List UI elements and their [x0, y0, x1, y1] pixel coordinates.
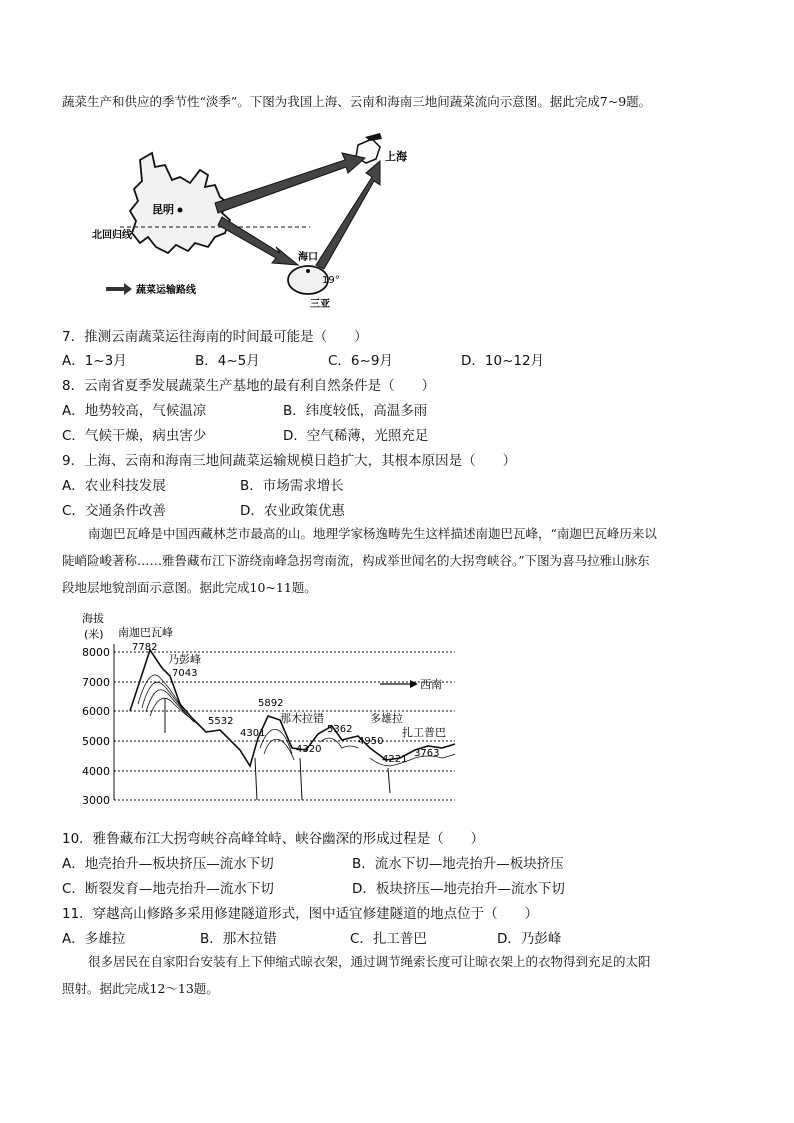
elev-5362: 5362 — [327, 724, 353, 735]
shanghai-label: 上海 — [385, 150, 407, 163]
arrow-hainan-shanghai — [316, 161, 380, 269]
q7-option-a[interactable]: A．1~3月 — [62, 353, 127, 369]
elev-4320: 4320 — [296, 744, 322, 755]
vegetable-flow-map — [80, 125, 440, 310]
tick-3000: 3000 — [82, 794, 110, 807]
label-naipeng: 乃彭峰 — [168, 653, 201, 666]
q10-option-b[interactable]: B．流水下切—地壳抬升—板块挤压 — [352, 856, 564, 872]
arrow-yunnan-shanghai — [215, 153, 365, 213]
q9-option-d[interactable]: D．农业政策优惠 — [240, 503, 345, 519]
q10-option-d[interactable]: D．板块挤压—地壳抬升—流水下切 — [352, 881, 565, 897]
tick-4000: 4000 — [82, 765, 110, 778]
haikou-label: 海口 — [298, 252, 318, 263]
passage3-line-2: 照射。据此完成12～13题。 — [62, 981, 219, 996]
passage-line-2: 陡峭险峻著称……雅鲁藏布江下游绕南峰急拐弯南流，构成举世闻名的大拐弯峡谷。”下图为喜马拉雅山脉东 — [62, 553, 650, 568]
elev-5532: 5532 — [208, 716, 234, 727]
kunming-label: 昆明 — [152, 203, 174, 216]
q9-option-a[interactable]: A．农业科技发展 — [62, 478, 166, 494]
label-duoxiongla: 多雄拉 — [370, 712, 403, 725]
direction-label: 西南 — [420, 678, 442, 691]
elev-4301: 4301 — [240, 728, 266, 739]
ylabel-2: (米) — [84, 628, 104, 641]
q11-option-d[interactable]: D．乃彭峰 — [497, 931, 562, 947]
legend-label: 蔬菜运输路线 — [136, 285, 196, 296]
passage-clothes-rack — [62, 948, 742, 1002]
tropic-label: 北回归线 — [92, 230, 132, 241]
elev-4950: 4950 — [358, 736, 384, 747]
q8-option-c[interactable]: C．气候干燥，病虫害少 — [62, 428, 207, 444]
q9-option-c[interactable]: C．交通条件改善 — [62, 503, 166, 519]
q8-stem: 8．云南省夏季发展蔬菜生产基地的最有利自然条件是（ ） — [62, 378, 436, 394]
q9-option-b[interactable]: B．市场需求增长 — [240, 478, 344, 494]
elev-4221: 4221 — [382, 754, 408, 765]
tick-7000: 7000 — [82, 676, 110, 689]
fault-lines — [165, 698, 390, 800]
q7-option-d[interactable]: D．10~12月 — [461, 353, 545, 369]
sanya-label: 三亚 — [310, 299, 330, 310]
tick-5000: 5000 — [82, 735, 110, 748]
elev-3763: 3763 — [414, 748, 440, 759]
label-zhagong: 扎工普巴 — [402, 726, 446, 739]
elev-7043: 7043 — [172, 668, 198, 679]
q11-option-c[interactable]: C．扎工普巴 — [350, 931, 427, 947]
passage3-line-1: 很多居民在自家阳台安装有上下伸缩式晾衣架，通过调节绳索长度可让晾衣架上的衣物得到充足的太阳 — [88, 954, 651, 969]
geologic-profile — [70, 608, 470, 813]
q9-stem: 9．上海、云南和海南三地间蔬菜运输规模日趋扩大，其根本原因是（ ） — [62, 453, 517, 469]
elev-5892: 5892 — [258, 698, 284, 709]
q7-option-c[interactable]: C．6~9月 — [328, 353, 393, 369]
label-namula: 那木拉错 — [280, 712, 324, 725]
q11-option-a[interactable]: A．多雄拉 — [62, 931, 126, 947]
passage-line-1: 南迦巴瓦峰是中国西藏林芝市最高的山。地理学家杨逸畴先生这样描述南迦巴瓦峰，“南迦巴瓦峰历来以 — [88, 526, 657, 541]
ylabel-1: 海拔 — [82, 612, 104, 625]
kunming-dot — [178, 208, 183, 213]
q7-stem: 7．推测云南蔬菜运往海南的时间最可能是（ ） — [62, 329, 368, 345]
q11-option-b[interactable]: B．那木拉错 — [200, 931, 277, 947]
tick-6000: 6000 — [82, 705, 110, 718]
q8-option-a[interactable]: A．地势较高，气候温凉 — [62, 403, 207, 419]
passage-namjagbarwa — [62, 520, 742, 601]
q7-option-b[interactable]: B．4~5月 — [195, 353, 260, 369]
legend-arrow — [106, 283, 132, 295]
lon-label: 19° — [322, 275, 340, 286]
q10-option-c[interactable]: C．断裂发育—地壳抬升—流水下切 — [62, 881, 274, 897]
q10-stem: 10．雅鲁藏布江大拐弯峡谷高峰耸峙、峡谷幽深的形成过程是（ ） — [62, 831, 485, 847]
q8-option-b[interactable]: B．纬度较低，高温多雨 — [283, 403, 428, 419]
passage-line-3: 段地层地貌剖面示意图。据此完成10~11题。 — [62, 580, 317, 595]
elev-7782: 7782 — [132, 642, 158, 653]
tick-8000: 8000 — [82, 646, 110, 659]
q11-stem: 11．穿越高山修路多采用修建隧道形式，图中适宜修建隧道的地点位于（ ） — [62, 906, 539, 922]
intro-text: 蔬菜生产和供应的季节性“淡季”。下图为我国上海、云南和海南三地间蔬菜流向示意图。据此完成7~9题。 — [62, 94, 652, 109]
arrow-yunnan-hainan — [218, 217, 298, 265]
q8-option-d[interactable]: D．空气稀薄，光照充足 — [283, 428, 429, 444]
q10-option-a[interactable]: A．地壳抬升—板块挤压—流水下切 — [62, 856, 274, 872]
label-namjagbarwa: 南迦巴瓦峰 — [118, 626, 173, 639]
